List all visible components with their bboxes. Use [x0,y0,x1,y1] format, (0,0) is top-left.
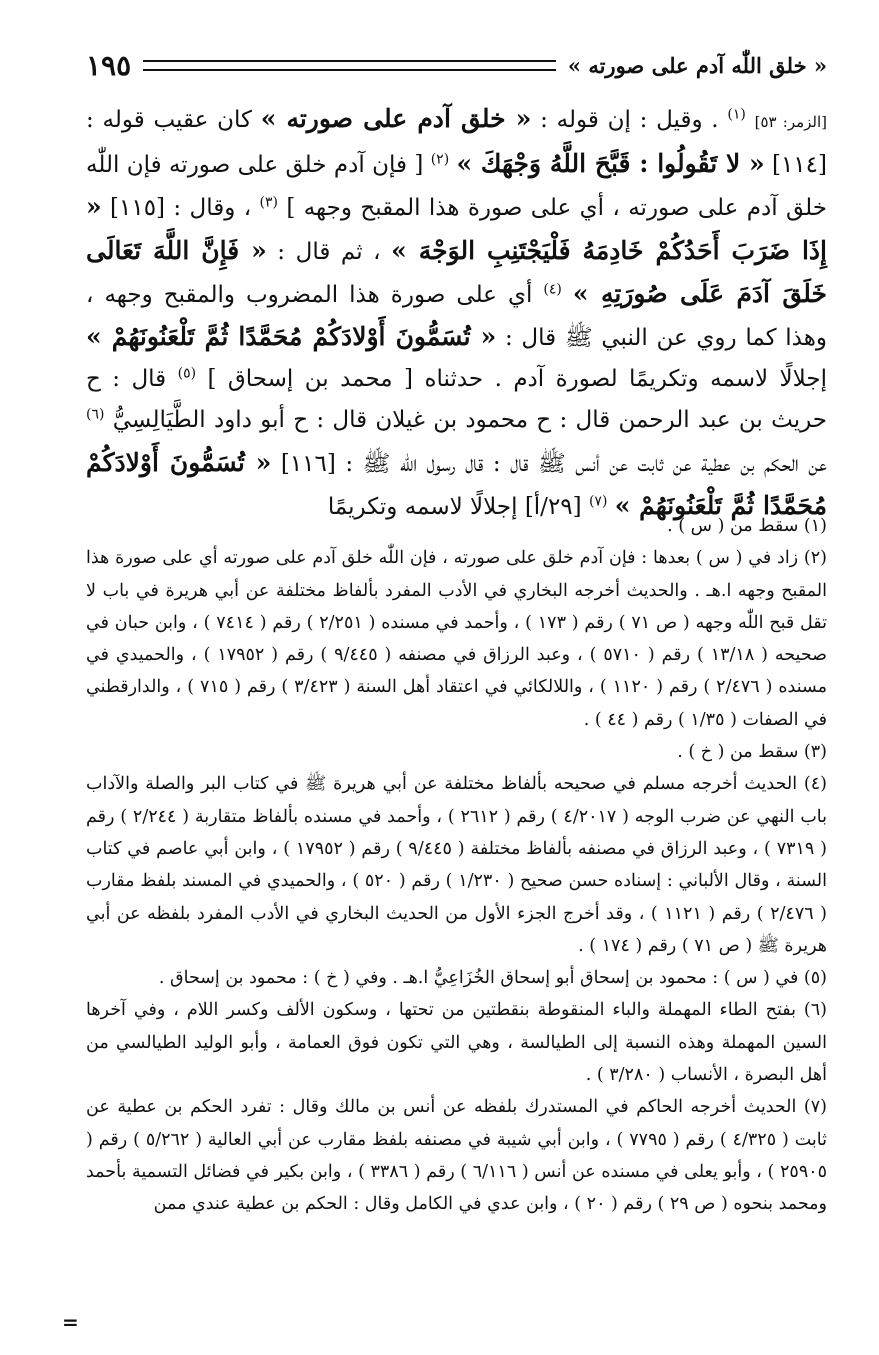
page-header [86,40,827,90]
page-number: ١٩٥ [86,48,132,82]
text-run: ، وقال : [١١٥] [101,195,260,222]
main-text-body [86,98,827,528]
text-run [449,152,456,178]
footnote-7: (٧) الحديث أخرجه الحاكم في المستدرك بلفظه عن أنس بن مالك وقال : تفرد الحكم بن عطية عن ثابت ( ٤/٣٢٥ ) رقم ( ٧٧٩٥ ) ، وابن أبي شيبة في مصنفه بلفظ مقارب عن أبي العالية ( ٥/٢٦٢ ) رقم ( ٢٥٩٠٥ ) ، وأبو يعلى في مسنده عن أنس ( ٦/١١٦ ) رقم ( ٣٣٨٦ ) ، وابن بكير في فضائل التسمية بأحمد ومحمد بنحوه ( ص ٢٩ ) رقم ( ٢٠ ) ، وابن عدي في الكامل وقال : الحكم بن عطية عندي ممن [86,1097,828,1215]
quoted-hadith: « خلق آدم على صورته » [260,104,532,133]
footnote-reference[interactable]: (٧) [588,493,608,510]
footnote-6: (٦) بفتح الطاء المهملة والباء المنقوطة بنقطتين من تحتها ، وسكون الألف وكسر اللام ، وفي آخرها السين المهملة وهذه النسبة إلى الطيالسة ، وهي التي تكون فوق العمامة ، وأبو الوليد الطيالسي من أهل البصرة ، الأنساب ( ٣/٢٨٠ ) . [86,1000,827,1086]
quoted-hadith: « تُسَمُّونَ أَوْلادَكُمْ مُحَمَّدًا ثُمَّ تَلْعَنُونَهُمْ » [86,322,497,352]
quoted-hadith: « تُسَمُّونَ أَوْلادَكُمْ مُحَمَّدًا ثُمَّ تَلْعَنُونَهُمْ » [86,447,827,520]
footnote-reference[interactable]: (٣) [259,194,278,211]
text-run: أي على صورة هذا المضروب والمقبح وجهه ، وهذا كما روي عن النبي ﷺ قال : [86,281,827,352]
footnotes-section [86,510,827,1221]
text-run: قال : ح حريث بن عبد الرحمن قال : ح محمود بن غيلان قال : ح أبو داود الطَّيَالِسِيُّ [86,366,827,434]
quoted-hadith: « لا تَقُولُوا : قَبَّحَ اللَّهُ وَجْهَكَ » [456,149,765,179]
footnote-4: (٤) الحديث أخرجه مسلم في صحيحه بألفاظ مختلفة عن أبي هريرة ﷺ في كتاب البر والصلة والآداب باب النهي عن ضرب الوجه ( ٤/٢٠١٧ ) رقم ( ٢٦١٢ ) ، وأحمد في مسنده بألفاظ متقاربة ( ٢/٢٤٤ ) رقم ( ٧٣١٩ ) ، وعبد الرزاق في مصنفه بألفاظ مختلفة ( ٩/٤٤٥ ) رقم ( ١٧٩٥٢ ) ، وابن أبي عاصم في كتاب السنة ، وقال الألباني : إسناده حسن صحيح ( ١/٢٣٠ ) رقم ( ٥٢٠ ) ، والحميدي في المسند بلفظ مقارب ( ٢/٤٧٦ ) رقم ( ١١٢١ ) ، وقد أخرج الجزء الأول من الحديث البخاري في الأدب المفرد بلفظه عن أبي هريرة ﷺ ( ص ٧١ ) رقم ( ١٧٤ ) . [86,774,828,956]
footnote-reference[interactable]: (٦) [86,406,105,423]
footnote-reference[interactable]: (٢) [430,151,450,168]
text-run [562,282,573,308]
footnote-reference[interactable]: (٤) [543,281,562,298]
footnote-reference[interactable]: (١) [727,106,746,123]
text-run: [ فإن آدم خلق على صورته فإن اللّٰه خلق آدم على صورته ، أي على صورة هذا المقبح وجهه ] [86,152,827,222]
footnote-reference[interactable]: (٥) [177,365,197,382]
quoted-hadith: « إِذَا ضَرَبَ أَحَدُكُمْ خَادِمَهُ فَلْيَجْتَنِبِ الوَجْهَ » [86,192,827,265]
text-run: كان عقيب قوله : [١١٤] [86,107,827,179]
text-run: ، ثم قال : [266,238,392,265]
footnote-1: (١) سقط من ( س ) . [667,516,827,536]
text-run: عن الحكم بن عطية عن ثابت عن أنس ﷺ قال : قال رسول اللّٰه ﷺ : [١١٦] [271,450,827,477]
text-run: إجلالًا لاسمه وتكريمًا لصورة آدم . حدثناه [ محمد بن إسحاق ] [196,366,827,393]
footnote-2: (٢) زاد في ( س ) بعدها : فإن آدم خلق على صورته ، فإن اللّٰه خلق آدم على صورته أي على صورة هذا المقبح وجهه ا.هـ . والحديث أخرجه البخاري في الأدب المفرد بألفاظ مختلفة عن أبي هريرة في باب لا تقل قبح اللّٰه وجهه ( ص ٧١ ) رقم ( ١٧٣ ) ، وأحمد في مسنده ( ٢/٢٥١ ) رقم ( ٧٤١٤ ) ، وابن حبان في صحيحه ( ١٣/١٨ ) رقم ( ٥٧١٠ ) ، وعبد الرزاق في مصنفه ( ٩/٤٤٥ ) رقم ( ١٧٩٥٢ ) ، والحميدي في مسنده ( ٢/٤٧٦ ) رقم ( ١١٢٠ ) ، واللالكائي في اعتقاد أهل السنة ( ٣/٤٢٣ ) رقم ( ٧١٥ ) ، والدارقطني في الصفات ( ١/٣٥ ) رقم ( ٤٤ ) . [86,548,828,730]
quoted-hadith: « فَإِنَّ اللَّهَ تَعَالَى خَلَقَ آدَمَ عَلَى صُورَتِهِ » [86,235,828,308]
running-title: « خلق اللّٰه آدم على صورته » [567,52,827,78]
verse-citation: [الزمر: ٥٣] [754,113,827,131]
text-run [746,107,755,133]
header-double-rule [143,60,556,71]
continuation-mark: = [62,1310,79,1334]
footnote-5: (٥) في ( س ) : محمود بن إسحاق أبو إسحاق الخُزَاعِيُّ ا.هـ . وفي ( خ ) : محمود بن إسحاق . [158,968,827,989]
main-paragraph [86,98,827,528]
text-run: . وقيل : إن قوله : [531,107,728,133]
footnote-3: (٣) سقط من ( خ ) . [677,742,827,763]
text-run: [٢٩/أ] إجلالًا لاسمه وتكريمًا [327,493,589,520]
